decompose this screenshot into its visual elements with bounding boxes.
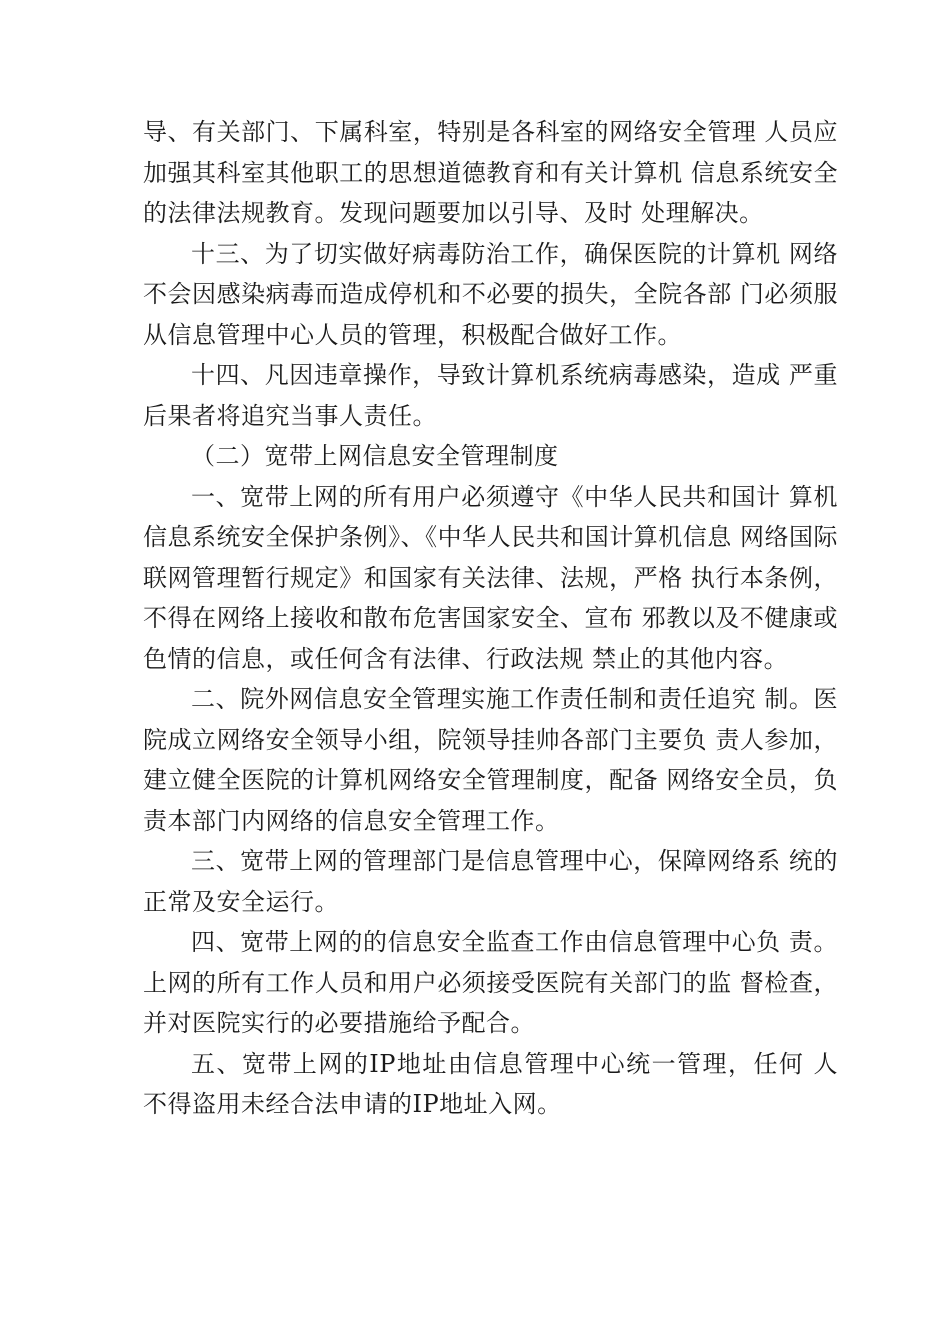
document-body — [143, 112, 838, 1125]
paragraph-article-1: 一、宽带上网的所有用户必须遵守《中华人民共和国计 算机信息系统安全保护条例》、《中华人民共和国计算机信息 网络国际联网管理暂行规定》和国家有关法律、法规，严格 执行本条例，不得在网络上接收和散布危害国家安全、宣布 邪教以及不健康或色情的信息，或任何含有法律、行政法规 禁止的其他内容。 — [143, 482, 838, 673]
section-heading: （二）宽带上网信息安全管理制度 — [191, 442, 559, 470]
paragraph-article-3: 三、宽带上网的管理部门是信息管理中心，保障网络系 统的正常及安全运行。 — [143, 847, 838, 916]
paragraph-article-13: 十三、为了切实做好病毒防治工作，确保医院的计算机 网络不会因感染病毒而造成停机和不必要的损失，全院各部 门必须服从信息管理中心人员的管理，积极配合做好工作。 — [143, 239, 838, 349]
paragraph-article-4: 四、宽带上网的的信息安全监查工作由信息管理中心负 责。上网的所有工作人员和用户必须接受医院有关部门的监 督检查，并对医院实行的必要措施给予配合。 — [143, 928, 838, 1037]
paragraph-article-14: 十四、凡因违章操作，导致计算机系统病毒感染，造成 严重后果者将追究当事人责任。 — [143, 361, 838, 430]
paragraph-article-5: 五、宽带上网的IP地址由信息管理中心统一管理，任何 人不得盗用未经合法申请的IP地址入网。 — [143, 1049, 838, 1118]
paragraph-continuation: 导、有关部门、下属科室，特别是各科室的网络安全管理 人员应加强其科室其他职工的思想道德教育和有关计算机 信息系统安全的法律法规教育。发现问题要加以引导、及时 处理解决。 — [143, 118, 838, 227]
paragraph-article-2: 二、院外网信息安全管理实施工作责任制和责任追究 制。医院成立网络安全领导小组，院领导挂帅各部门主要负 责人参加，建立健全医院的计算机网络安全管理制度，配备 网络安全员，负责本部门内网络的信息安全管理工作。 — [143, 685, 838, 835]
